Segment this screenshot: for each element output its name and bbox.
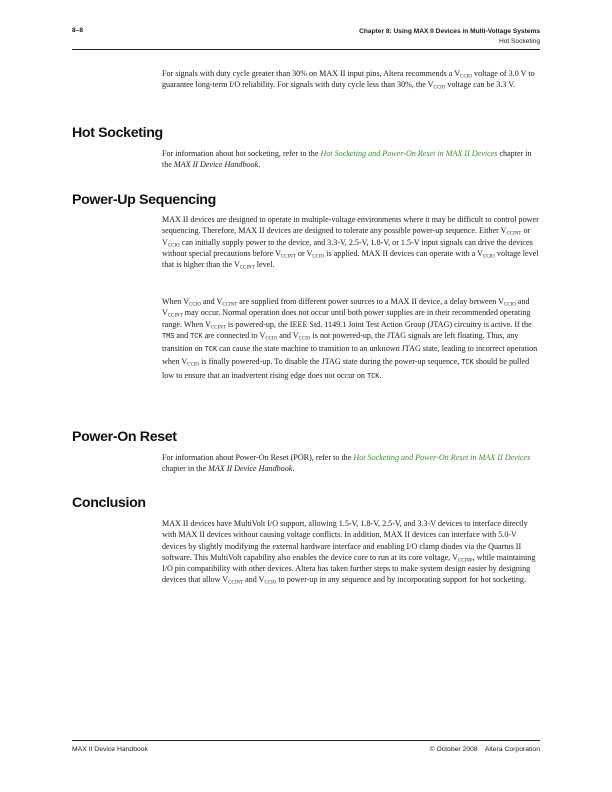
chapter-title: Chapter 8: Using MAX II Devices in Multi-Voltage Systems <box>359 28 540 35</box>
power-up-paragraph-2: When $V_{CCIO}$ and $V_{CCINT}$ are supplied from different power sources to a MAX II device, a delay between $V_{CCIO}$ and $V_{CCINT}$ may occur. Normal operation does not occur until both power supplies are in their recommended operating range. When $V_{CCINT}$ is powered-up, the IEEE Std. 1149.1 Joint Test Action Group (JTAG) circuitry is active. If the TMS and TCK are connected to $V_{CCIO}$ and $V_{CCIO}$ is not powered-up, the JTAG signals are left floating. Thus, any transition on TCK can cause the state machine to transition to an unknown JTAG state, leading to incorrect operation when $V_{CCIO}$ is finally powered-up. To disable the JTAG state during the power-up sequence, TCK should be pulled low to ensure that an inadvertent rising edge does not occur on TCK. <box>162 297 538 381</box>
section-title: Hot Socketing <box>498 38 540 45</box>
intro-paragraph: For signals with duty cycle greater than 30% on MAX II input pins, Altera recommends a $V_{CCIO}$ voltage of 3.0 V to guarantee long-term I/O reliability. For signals with duty cycle less than 30%, the $V_{CCIO}$ voltage can be 3.3 V. <box>162 69 535 91</box>
hot-socketing-paragraph: For information about hot socketing, refer to the Hot Socketing and Power-On Reset in MAX II Devices chapter in the MAX II Device Handbook. <box>162 149 532 170</box>
footer-handbook: MAX II Device Handbook <box>72 746 148 753</box>
link-hot-socketing-chapter[interactable]: Hot Socketing and Power-On Reset in MAX II Devices <box>320 149 498 158</box>
link-power-on-reset-chapter[interactable]: Hot Socketing and Power-On Reset in MAX II Devices <box>353 453 531 462</box>
power-on-reset-paragraph: For information about Power-On Reset (POR), refer to the Hot Socketing and Power-On Reset in MAX II Devices chapter in the MAX II Device Handbook. <box>162 453 531 474</box>
running-header <box>359 27 540 47</box>
tms-signal: TMS <box>162 332 175 341</box>
footer-copyright: © October 2008 Altera Corporation <box>429 746 540 753</box>
footer-rule <box>72 740 540 741</box>
vccio-subscript: CCIO <box>460 74 473 80</box>
header-rule <box>72 49 540 50</box>
heading-hot-socketing: Hot Socketing <box>72 125 163 141</box>
heading-power-on-reset: Power-On Reset <box>72 429 177 445</box>
heading-power-up-sequencing: Power-Up Sequencing <box>72 192 216 208</box>
tck-signal: TCK <box>190 332 203 341</box>
power-up-paragraph-1: MAX II devices are designed to operate in multiple-voltage environments where it may be difficult to control power sequencing. Therefore, MAX II devices are designed to tolerate any possible power-up sequence. Either $V_{CCINT}$ or $V_{CCIO}$ can initially supply power to the device, and 3.3-V, 2.5-V, 1.8-V, or 1.5-V input signals can drive the devices without special precautions before $V_{CCINT}$ or $V_{CCIO}$ is applied. MAX II devices can operate with a $V_{CCIO}$ voltage level that is higher than the $V_{CCINT}$ level. <box>162 215 539 271</box>
conclusion-paragraph: MAX II devices have MultiVolt I/O support, allowing 1.5-V, 1.8-V, 2.5-V, and 3.3-V devices to interface directly with MAX II devices without causing voltage conflicts. In addition, MAX II devices can interface with 5.0-V devices by slightly modifying the external hardware interface and enabling I/O clamp diodes via the Quartus II software. This MultiVolt capability also enables the device core to run at its core voltage, $V_{CCINP}$, while maintaining I/O pin compatibility with other devices. Altera has taken further steps to make system design easier by designing devices that allow $V_{CCINT}$ and $V_{CCIO}$ to power-up in any sequence and by incorporating support for hot socketing. <box>162 519 536 586</box>
heading-conclusion: Conclusion <box>72 495 146 511</box>
page-number: 8–8 <box>72 27 84 34</box>
